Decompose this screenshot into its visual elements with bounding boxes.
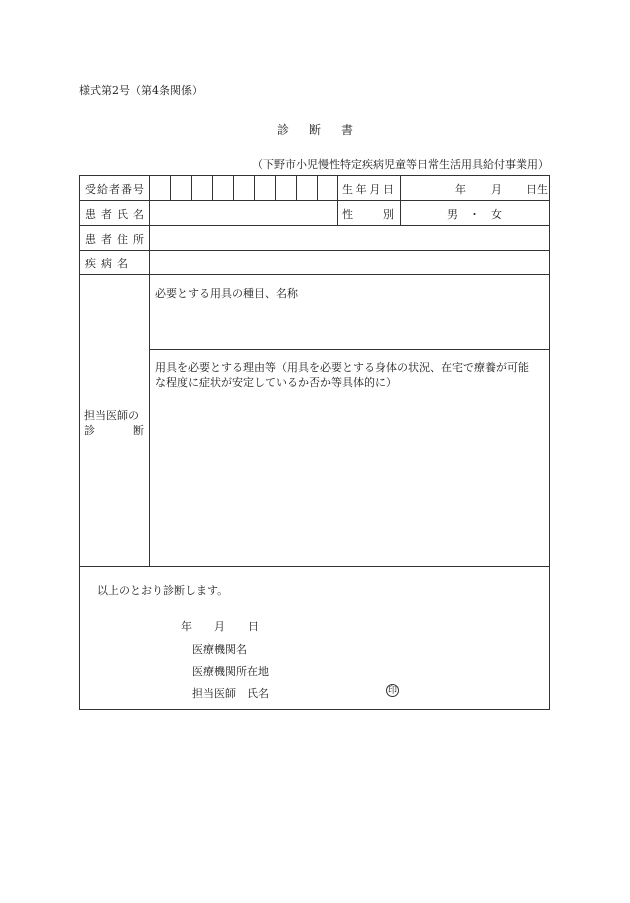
institution-name-label: 医療機関名 [192, 643, 247, 656]
reason-prompt-line2: な程度に症状が安定しているか否か等具体的に） [155, 376, 397, 389]
equipment-type-prompt: 必要とする用具の種目、名称 [155, 287, 298, 300]
column-divider [400, 176, 401, 225]
certification-year-label: 年 [181, 620, 192, 633]
column-divider [337, 176, 338, 225]
doctor-diagnosis-label-line2: 診 断 [84, 424, 144, 437]
digit-box-divider [275, 176, 276, 200]
digit-box-divider [254, 176, 255, 200]
certification-day-label: 日 [248, 620, 259, 633]
digit-box-divider [317, 176, 318, 200]
digit-box-divider [296, 176, 297, 200]
reason-prompt-line1: 用具を必要とする理由等（用具を必要とする身体の状況、在宅で療養が可能 [155, 361, 529, 374]
birthdate-label: 生 年 月 日 [342, 183, 394, 196]
patient-name-label: 患 者 氏 名 [85, 208, 144, 221]
certification-month-label: 月 [214, 620, 225, 633]
birthdate-month-label: 月 [491, 183, 502, 196]
document-title: 診断書 [276, 123, 373, 137]
recipient-number-label: 受 給 者 番 号 [85, 183, 144, 196]
label-column-divider [149, 176, 150, 566]
birthdate-day-label: 日生 [526, 183, 548, 196]
certification-statement: 以上のとおり診断します。 [97, 584, 229, 597]
patient-address-label: 患 者 住 所 [85, 233, 144, 246]
doctor-diagnosis-label-line1: 担当医師の [84, 409, 139, 422]
row-divider [80, 250, 549, 251]
institution-address-label: 医療機関所在地 [192, 665, 269, 678]
seal-mark-icon: 印 [387, 686, 397, 696]
document-subtitle: （下野市小児慢性特定疾病児童等日常生活用具給付事業用） [252, 158, 549, 171]
row-divider [149, 349, 549, 350]
doctor-name-label: 担当医師 氏名 [192, 687, 269, 700]
digit-box-divider [191, 176, 192, 200]
sex-options: 男 ・ 女 [447, 208, 502, 221]
digit-box-divider [233, 176, 234, 200]
birthdate-year-label: 年 [455, 183, 466, 196]
digit-box-divider [170, 176, 171, 200]
diagnosis-form [79, 175, 550, 710]
row-divider [80, 566, 549, 567]
row-divider [80, 200, 549, 201]
row-divider [80, 274, 549, 275]
digit-box-divider [212, 176, 213, 200]
disease-name-label: 疾 病 名 [85, 257, 128, 270]
sex-label: 性 別 [342, 208, 394, 221]
row-divider [80, 225, 549, 226]
form-number: 様式第2号（第4条関係） [79, 84, 203, 97]
